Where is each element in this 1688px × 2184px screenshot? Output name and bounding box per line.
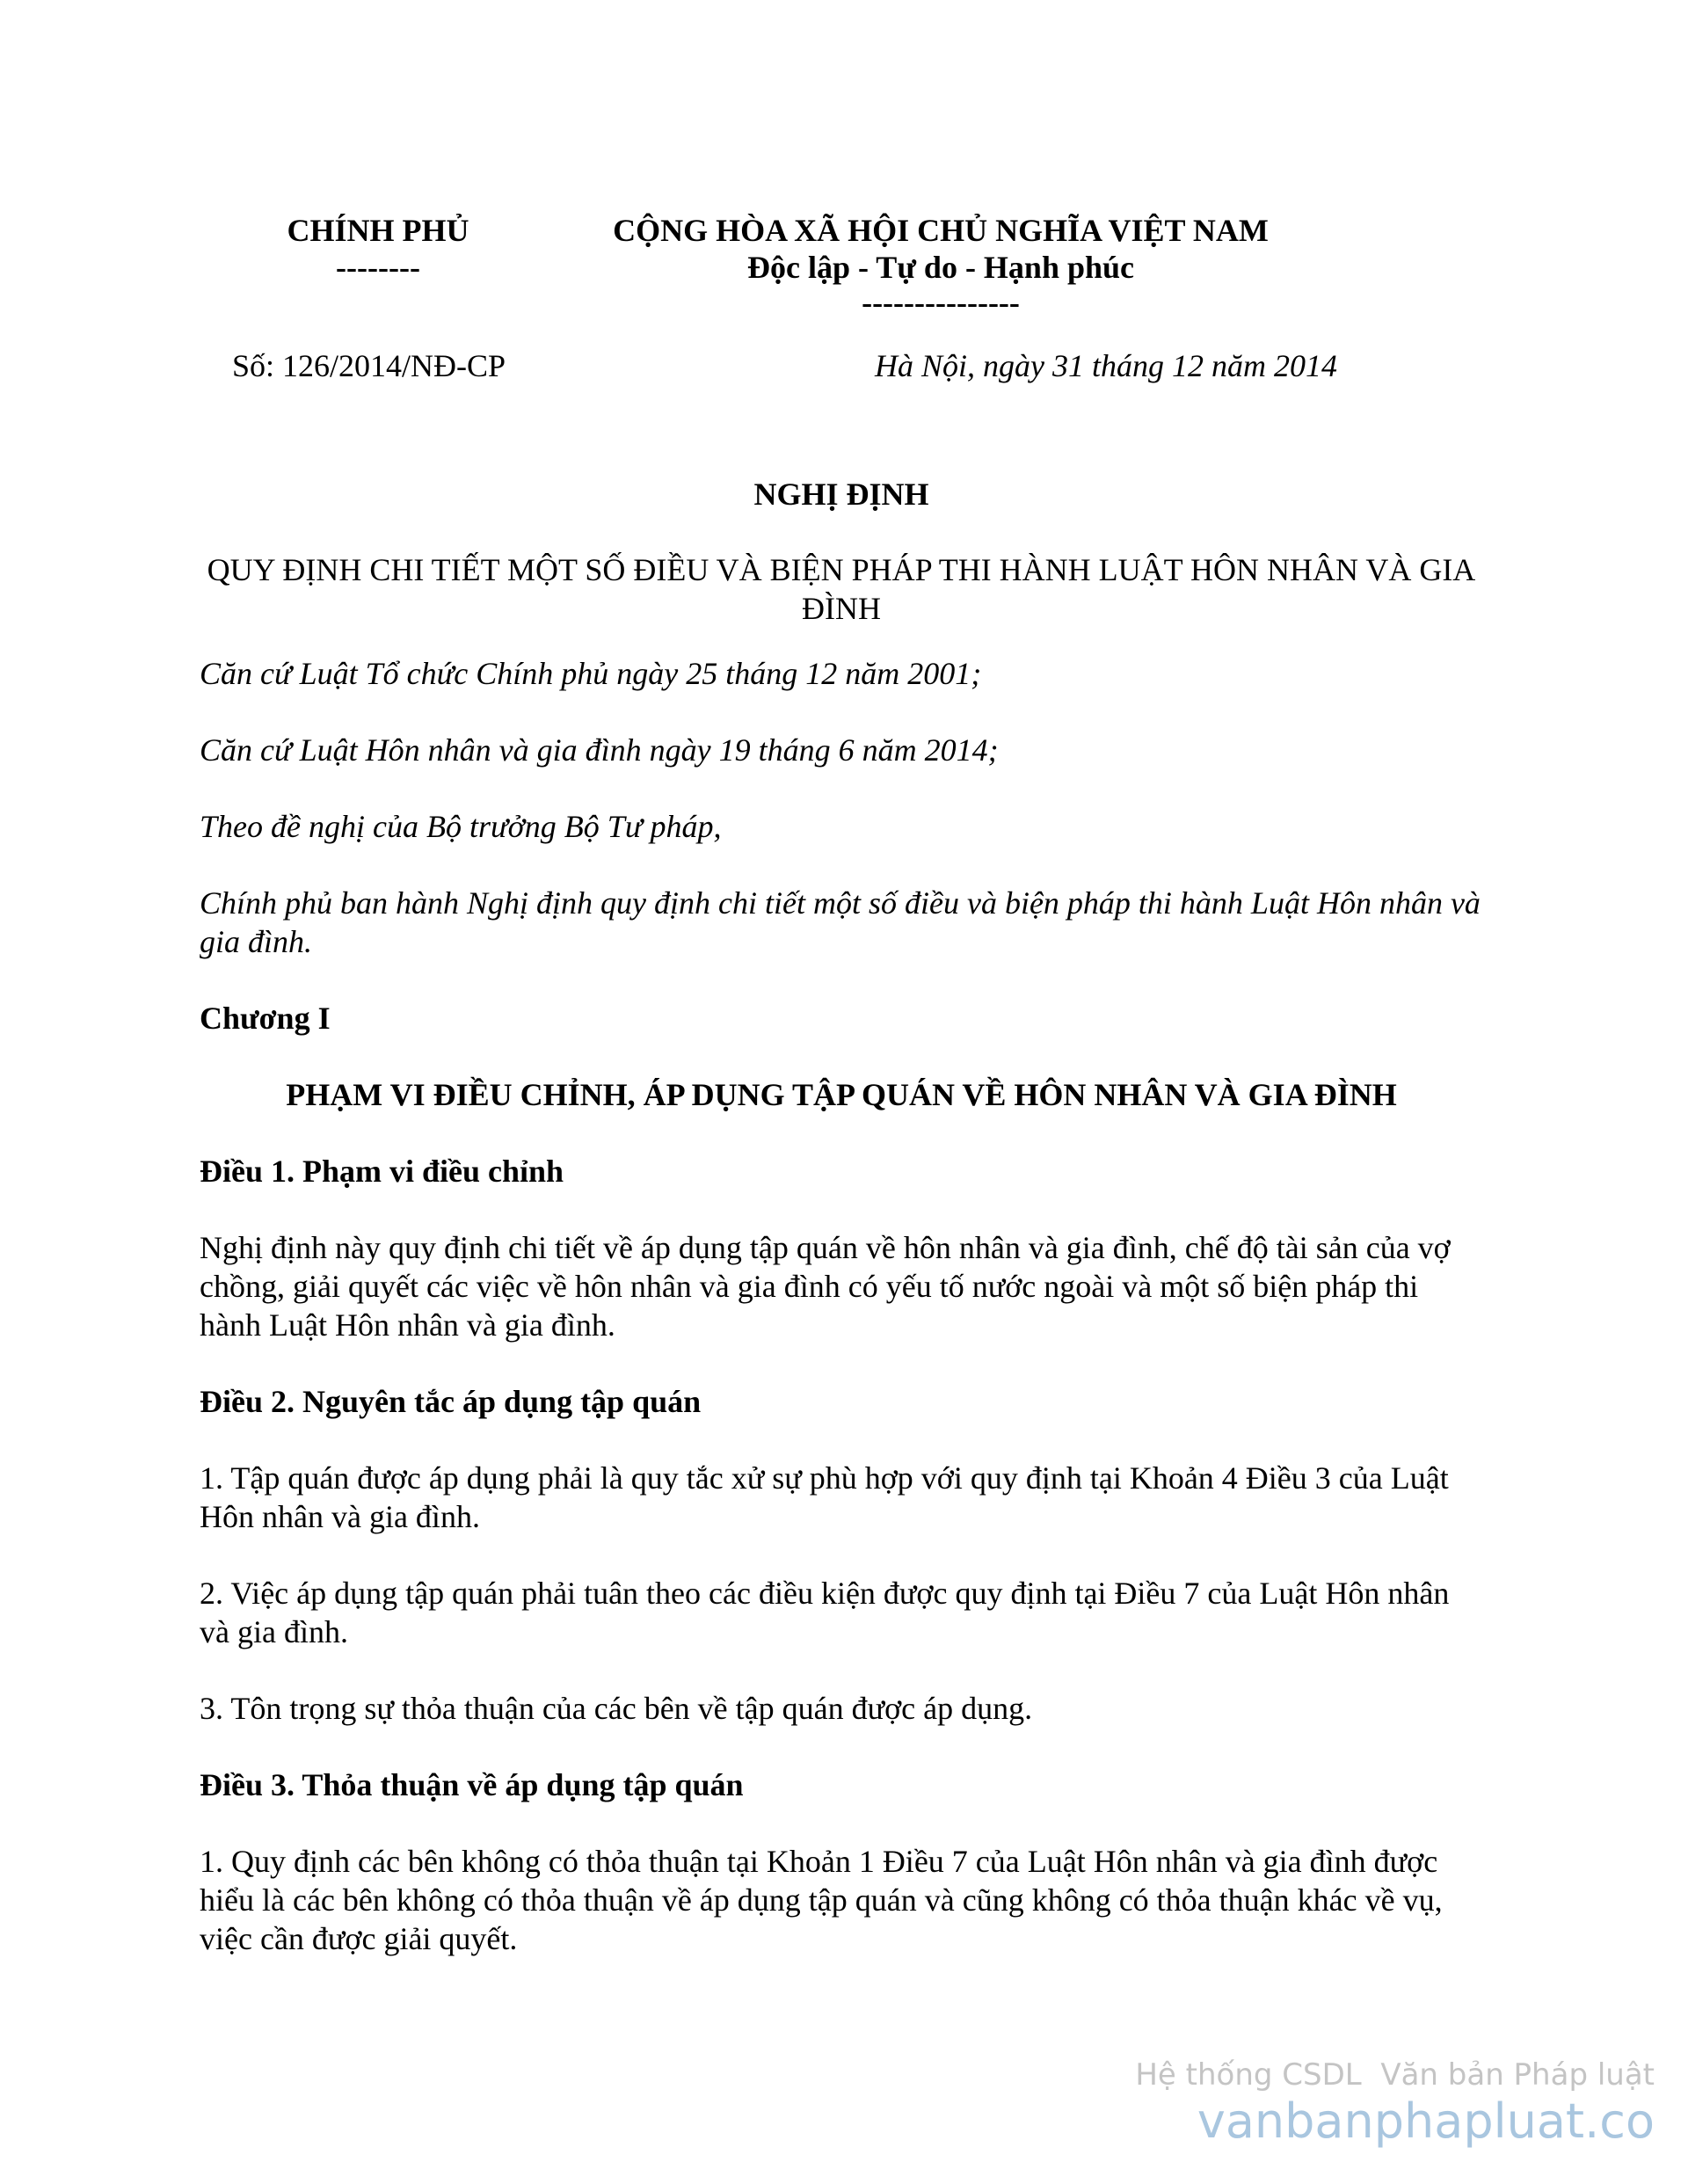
watermark-caption: Hệ thống CSDL Văn bản Pháp luật [1135, 2057, 1655, 2093]
agency-block [220, 211, 536, 285]
article-clause: 3. Tôn trọng sự thỏa thuận của các bên về tập quán được áp dụng. [200, 1691, 1033, 1726]
article-clause: 1. Tập quán được áp dụng phải là quy tắc xử sự phù hợp với quy định tại Khoản 4 Điều 3 của Luật Hôn nhân và gia đình. [200, 1460, 1449, 1534]
document-type: NGHỊ ĐỊNH [753, 477, 929, 512]
watermark [1135, 2056, 1655, 2149]
article-heading: Điều 1. Phạm vi điều chỉnh [200, 1154, 564, 1189]
agency-name: CHÍNH PHỦ [287, 213, 469, 248]
motto-rule: --------------- [862, 285, 1020, 320]
article-clause: 2. Việc áp dụng tập quán phải tuân theo các điều kiện được quy định tại Điều 7 của Luật Hôn nhân và gia đình. [200, 1576, 1450, 1649]
preamble-line: Căn cứ Luật Tổ chức Chính phủ ngày 25 tháng 12 năm 2001; [200, 656, 982, 691]
national-title-block [563, 211, 1319, 320]
document-date: Hà Nội, ngày 31 tháng 12 năm 2014 [875, 348, 1337, 383]
agency-rule: -------- [336, 250, 420, 285]
chapter-title: PHẠM VI ĐIỀU CHỈNH, ÁP DỤNG TẬP QUÁN VỀ HÔN NHÂN VÀ GIA ĐÌNH [286, 1077, 1397, 1112]
nation-name: CỘNG HÒA XÃ HỘI CHỦ NGHĨA VIỆT NAM [613, 213, 1269, 248]
watermark-site: vanbanphapluat.co [1197, 2093, 1655, 2149]
article-heading: Điều 3. Thỏa thuận về áp dụng tập quán [200, 1767, 744, 1802]
chapter-label: Chương I [200, 1001, 331, 1036]
article-text: Nghị định này quy định chi tiết về áp dụng tập quán về hôn nhân và gia đình, chế độ tài sản của vợ chồng, giải quyết các việc về hôn nhân và gia đình có yếu tố nước ngoài và một số biện pháp thi hành Luật Hôn nhân và gia đình. [200, 1230, 1451, 1343]
document-number: Số: 126/2014/NĐ-CP [232, 348, 506, 383]
document-subtitle: QUY ĐỊNH CHI TIẾT MỘT SỐ ĐIỀU VÀ BIỆN PHÁP THI HÀNH LUẬT HÔN NHÂN VÀ GIA ĐÌNH [207, 552, 1476, 626]
preamble-line: Theo đề nghị của Bộ trưởng Bộ Tư pháp, [200, 809, 722, 844]
document-body [200, 475, 1483, 1996]
article-heading: Điều 2. Nguyên tắc áp dụng tập quán [200, 1384, 702, 1419]
article-clause: 1. Quy định các bên không có thỏa thuận tại Khoản 1 Điều 7 của Luật Hôn nhân và gia đình được hiểu là các bên không có thỏa thuận về áp dụng tập quán và cũng không có thỏa thuận khác về vụ, việc cần được giải quyết. [200, 1844, 1443, 1956]
preamble-line: Chính phủ ban hành Nghị định quy định chi tiết một số điều và biện pháp thi hành Luật Hôn nhân và gia đình. [200, 885, 1481, 959]
preamble-line: Căn cứ Luật Hôn nhân và gia đình ngày 19 tháng 6 năm 2014; [200, 732, 999, 768]
national-motto: Độc lập - Tự do - Hạnh phúc [746, 250, 1135, 285]
